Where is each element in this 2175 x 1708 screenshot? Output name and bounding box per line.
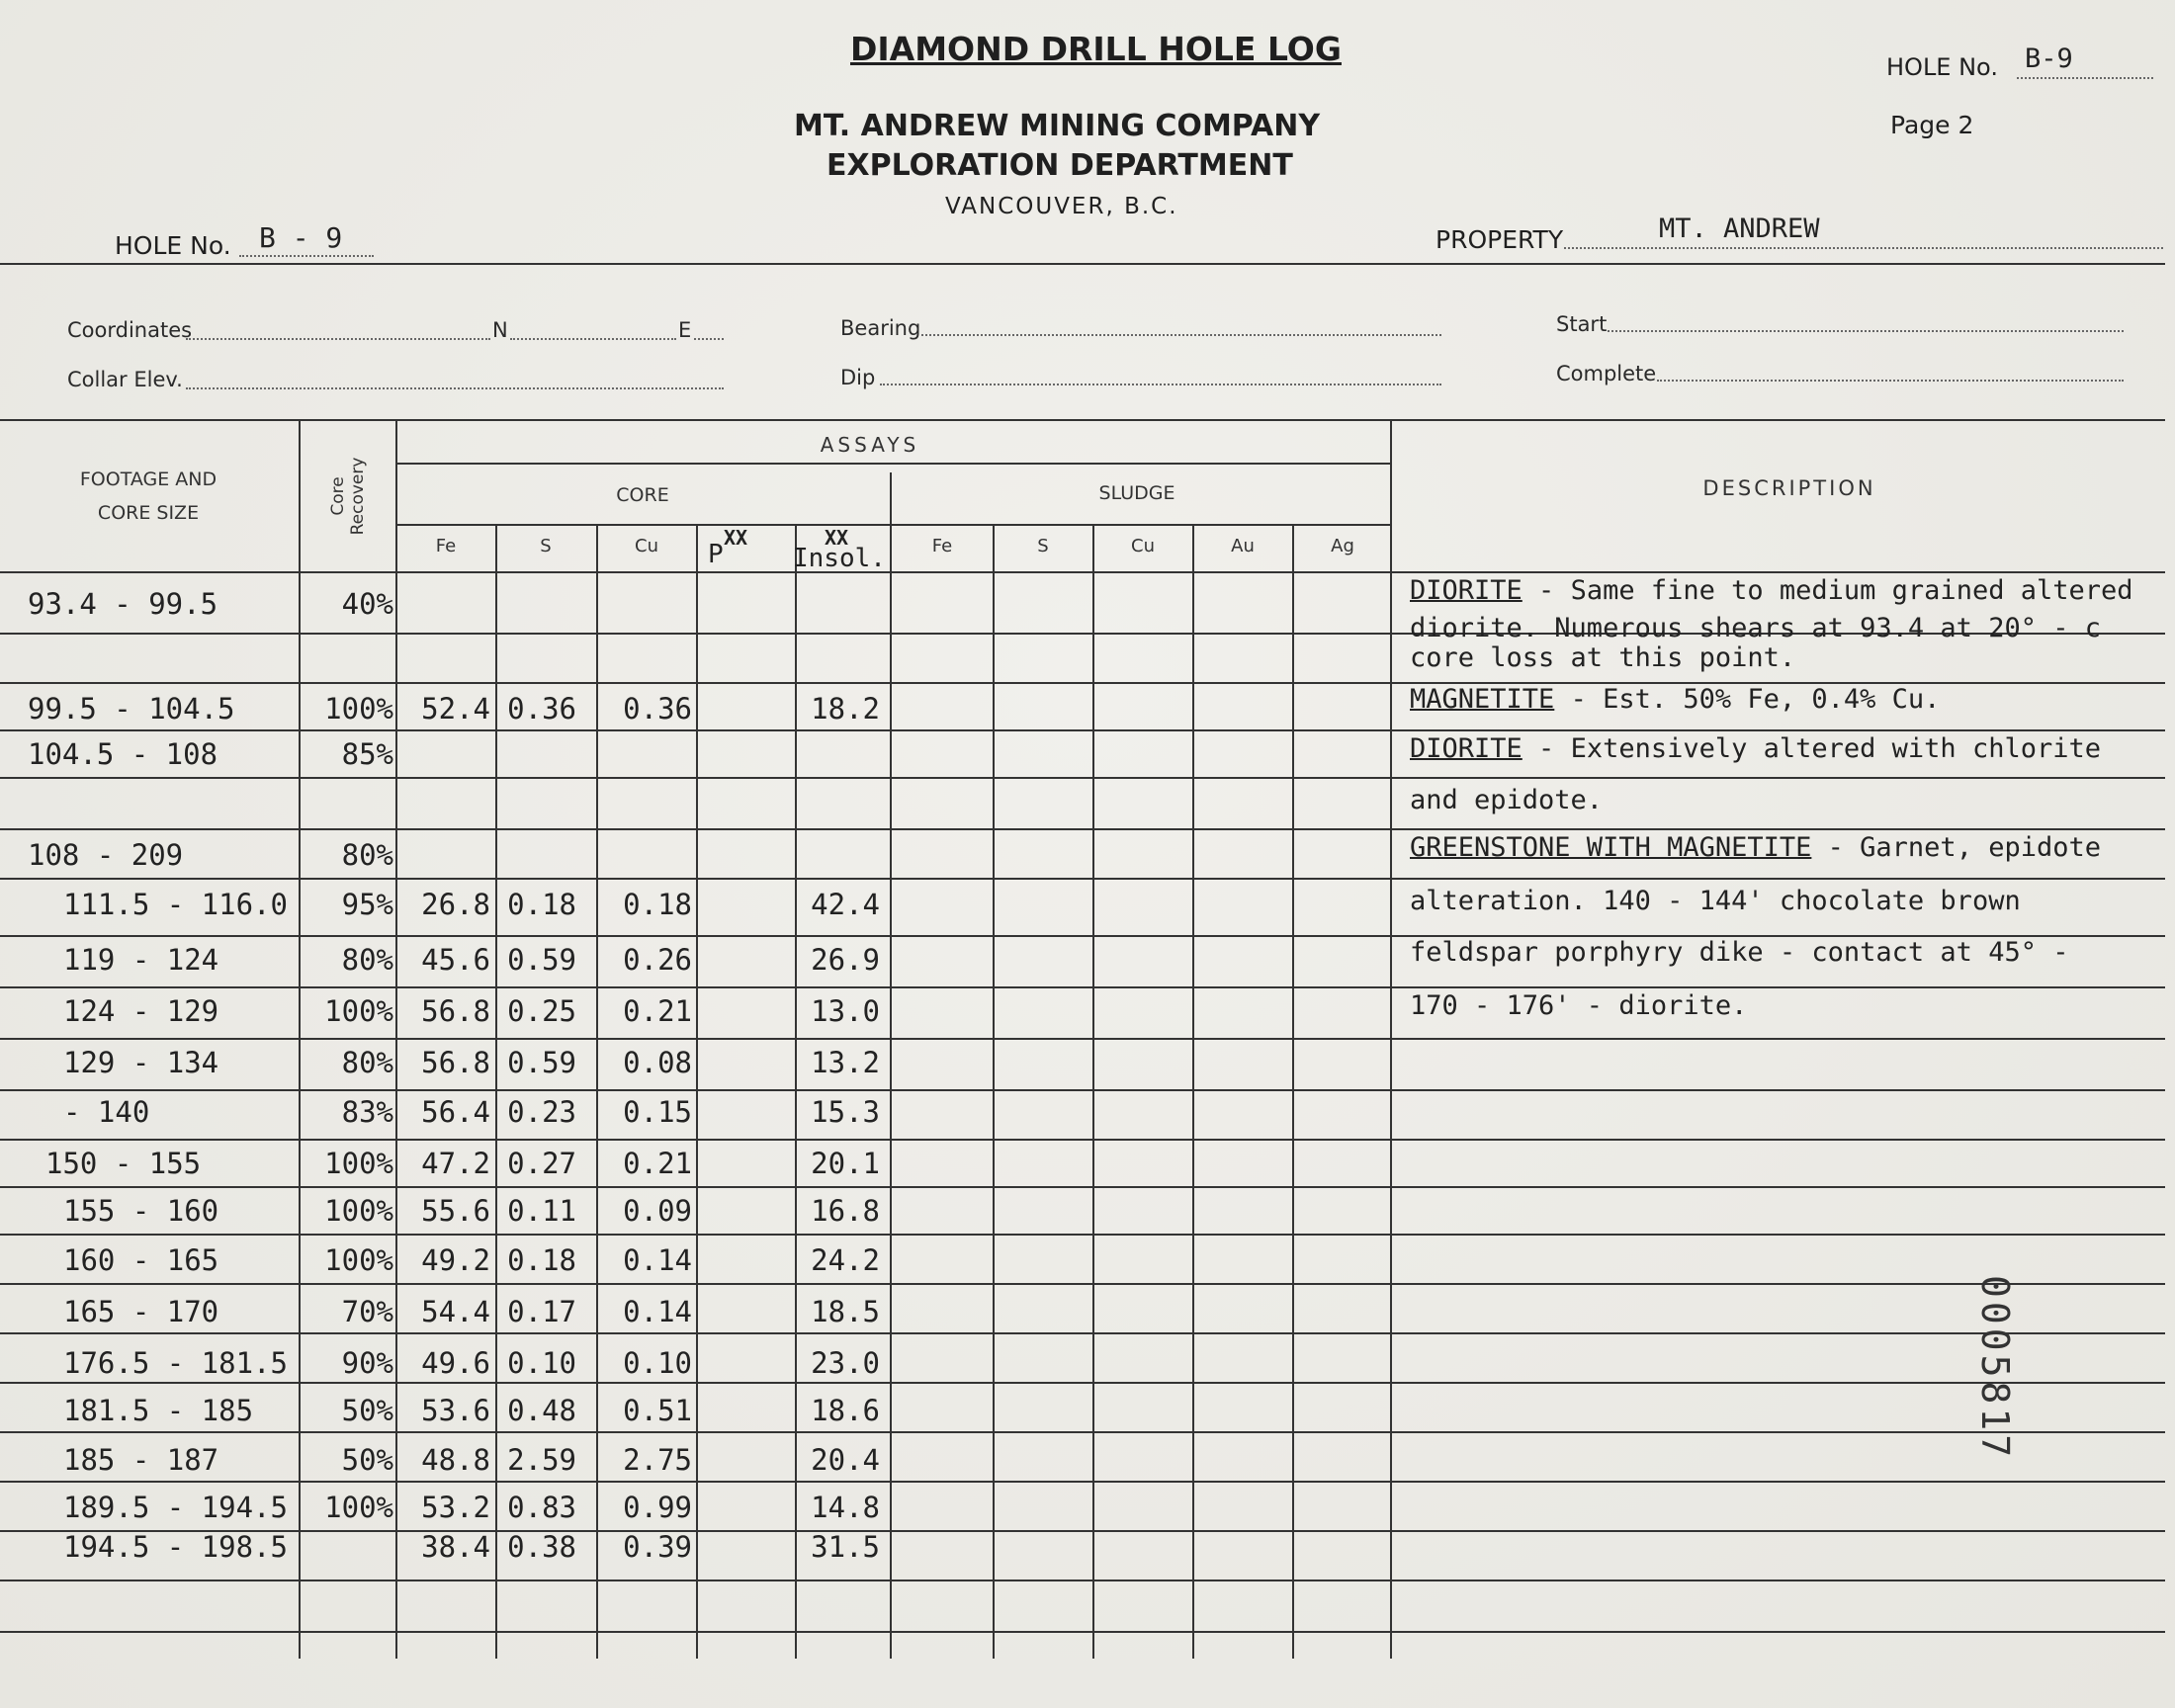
recovery-cell: 50% [341,1394,393,1427]
core-fe-cell: 38.4 [421,1530,490,1564]
recovery-cell: 100% [324,692,393,726]
dip-label: Dip [840,366,876,389]
insol-cell: 26.9 [811,943,880,977]
description-line [1410,937,2068,968]
core-fe-cell: 47.2 [421,1147,490,1180]
description-line [1410,886,2021,916]
description-text: - Garnet, epidote [1811,832,2101,863]
recovery-cell: 100% [324,1491,393,1524]
footage-cell: 104.5 - 108 [28,737,218,771]
core-recovery-line2: Recovery [348,457,368,536]
hole-label-left: HOLE No. [115,231,231,260]
core-cu-cell: 0.18 [623,888,692,921]
core-s-header: S [540,536,552,556]
hole-label-top: HOLE No. [1886,53,1998,81]
recovery-cell: 100% [324,1147,393,1180]
footage-cell: 176.5 - 181.5 [63,1346,288,1380]
footage-cell: 185 - 187 [63,1443,219,1477]
collar-elev-label: Collar Elev. [67,368,183,391]
core-cu-cell: 0.26 [623,943,692,977]
core-fe-cell: 26.8 [421,888,490,921]
core-recovery-header [303,447,393,546]
recovery-cell: 83% [341,1095,393,1129]
core-s-cell: 0.10 [507,1346,576,1380]
page-number: Page 2 [1890,111,1974,139]
description-line [1410,990,1747,1021]
core-recovery-line1: Core [328,476,348,516]
description-line [1410,684,1940,715]
footage-cell: - 140 [63,1095,150,1129]
description-line [1410,785,1603,815]
core-s-cell: 0.18 [507,888,576,921]
footage-cell: 181.5 - 185 [63,1394,254,1427]
core-cu-cell: 0.51 [623,1394,692,1427]
description-text: 170 - 176' - diorite. [1410,990,1748,1021]
insol-cell: 13.0 [811,994,880,1028]
core-fe-cell: 49.6 [421,1346,490,1380]
insol-cell: 15.3 [811,1095,880,1129]
core-cu-cell: 0.99 [623,1491,692,1524]
p-header: P [708,540,724,569]
core-fe-cell: 52.4 [421,692,490,726]
description-line [1410,575,2133,606]
core-s-cell: 0.48 [507,1394,576,1427]
sludge-header: SLUDGE [1098,482,1175,504]
insol-xx-mark: XX [825,526,849,550]
footage-header-line1: FOOTAGE AND [79,469,218,490]
description-text: diorite. Numerous shears at 93.4 at 20° - c [1410,613,2101,643]
footage-cell: 189.5 - 194.5 [63,1491,288,1524]
description-line [1410,613,2101,643]
hole-value-left: B - 9 [259,221,343,254]
core-cu-cell: 0.14 [623,1295,692,1328]
insol-cell: 20.4 [811,1443,880,1477]
hole-value-top: B-9 [2025,43,2073,74]
description-text: core loss at this point. [1410,642,1796,673]
core-cu-cell: 0.39 [623,1530,692,1564]
footage-cell: 194.5 - 198.5 [63,1530,288,1564]
description-text: - Same fine to medium grained altered [1522,575,2133,606]
east-label: E [678,318,692,342]
footage-cell: 150 - 155 [45,1147,202,1180]
insol-header: Insol. [793,544,886,573]
insol-cell: 23.0 [811,1346,880,1380]
core-fe-cell: 48.8 [421,1443,490,1477]
footage-cell: 124 - 129 [63,994,219,1028]
margin-stamp: 0005817 [1973,1275,2017,1462]
assays-header: ASSAYS [820,433,920,457]
core-cu-cell: 0.15 [623,1095,692,1129]
core-fe-cell: 53.6 [421,1394,490,1427]
core-cu-cell: 0.36 [623,692,692,726]
core-header: CORE [616,484,669,506]
recovery-cell: 70% [341,1295,393,1328]
insol-cell: 14.8 [811,1491,880,1524]
insol-cell: 20.1 [811,1147,880,1180]
description-line [1410,832,2101,863]
footage-cell: 165 - 170 [63,1295,219,1328]
city: VANCOUVER, B.C. [945,194,1178,219]
recovery-cell: 80% [341,1046,393,1079]
rock-type-label: GREENSTONE WITH MAGNETITE [1410,832,1812,863]
complete-label: Complete [1556,362,1657,385]
description-line [1410,642,1795,673]
core-fe-cell: 54.4 [421,1295,490,1328]
footage-cell: 111.5 - 116.0 [63,888,288,921]
core-cu-cell: 0.08 [623,1046,692,1079]
core-cu-cell: 2.75 [623,1443,692,1477]
insol-cell: 42.4 [811,888,880,921]
core-cu-cell: 0.10 [623,1346,692,1380]
recovery-cell: 90% [341,1346,393,1380]
core-s-cell: 0.25 [507,994,576,1028]
footage-header-line2: CORE SIZE [97,502,200,524]
core-cu-cell: 0.21 [623,1147,692,1180]
footage-cell: 119 - 124 [63,943,219,977]
core-cu-cell: 0.14 [623,1243,692,1277]
recovery-cell: 85% [341,737,393,771]
recovery-cell: 80% [341,943,393,977]
footage-cell: 160 - 165 [63,1243,219,1277]
recovery-cell: 40% [341,587,393,621]
form-title: DIAMOND DRILL HOLE LOG [850,30,1342,68]
sludge-fe-header: Fe [931,536,953,556]
department-name: EXPLORATION DEPARTMENT [826,148,1293,183]
core-fe-cell: 53.2 [421,1491,490,1524]
insol-cell: 18.2 [811,692,880,726]
core-s-cell: 0.59 [507,1046,576,1079]
core-s-cell: 0.59 [507,943,576,977]
start-label: Start [1556,312,1608,336]
core-fe-cell: 56.4 [421,1095,490,1129]
core-cu-header: Cu [635,536,658,556]
insol-cell: 24.2 [811,1243,880,1277]
footage-cell: 155 - 160 [63,1194,219,1228]
recovery-cell: 100% [324,1194,393,1228]
recovery-cell: 100% [324,994,393,1028]
core-s-cell: 0.11 [507,1194,576,1228]
core-fe-cell: 56.8 [421,1046,490,1079]
recovery-cell: 80% [341,838,393,872]
rock-type-label: DIORITE [1410,575,1522,606]
insol-cell: 13.2 [811,1046,880,1079]
core-s-cell: 2.59 [507,1443,576,1477]
core-s-cell: 0.36 [507,692,576,726]
property-label: PROPERTY [1436,225,1564,254]
core-fe-cell: 45.6 [421,943,490,977]
core-fe-cell: 55.6 [421,1194,490,1228]
core-s-cell: 0.27 [507,1147,576,1180]
core-cu-cell: 0.21 [623,994,692,1028]
core-s-cell: 0.17 [507,1295,576,1328]
insol-cell: 16.8 [811,1194,880,1228]
bearing-label: Bearing [840,316,921,340]
core-s-cell: 0.38 [507,1530,576,1564]
description-text: and epidote. [1410,785,1604,815]
core-fe-cell: 49.2 [421,1243,490,1277]
rock-type-label: DIORITE [1410,733,1522,764]
footage-cell: 108 - 209 [28,838,184,872]
rock-type-label: MAGNETITE [1410,684,1555,715]
core-s-cell: 0.23 [507,1095,576,1129]
sludge-ag-header: Ag [1331,536,1354,556]
north-label: N [492,318,508,342]
coordinates-label: Coordinates [67,318,193,342]
recovery-cell: 50% [341,1443,393,1477]
core-fe-cell: 56.8 [421,994,490,1028]
sludge-au-header: Au [1231,536,1255,556]
core-s-cell: 0.18 [507,1243,576,1277]
description-text: feldspar porphyry dike - contact at 45° - [1410,937,2069,968]
recovery-cell: 95% [341,888,393,921]
description-header: DESCRIPTION [1702,476,1876,500]
recovery-cell: 100% [324,1243,393,1277]
description-text: - Extensively altered with chlorite [1522,733,2101,764]
core-s-cell: 0.83 [507,1491,576,1524]
description-text: - Est. 50% Fe, 0.4% Cu. [1554,684,1941,715]
description-text: alteration. 140 - 144' chocolate brown [1410,886,2021,916]
property-value: MT. ANDREW [1659,214,1820,244]
core-fe-header: Fe [435,536,457,556]
footage-cell: 129 - 134 [63,1046,219,1079]
p-xx-mark: XX [724,526,748,550]
core-cu-cell: 0.09 [623,1194,692,1228]
company-name: MT. ANDREW MINING COMPANY [794,109,1321,143]
description-line [1410,733,2101,764]
insol-cell: 18.5 [811,1295,880,1328]
footage-cell: 93.4 - 99.5 [28,587,218,621]
sludge-s-header: S [1037,536,1049,556]
sludge-cu-header: Cu [1131,536,1155,556]
footage-cell: 99.5 - 104.5 [28,692,235,726]
insol-cell: 31.5 [811,1530,880,1564]
insol-cell: 18.6 [811,1394,880,1427]
